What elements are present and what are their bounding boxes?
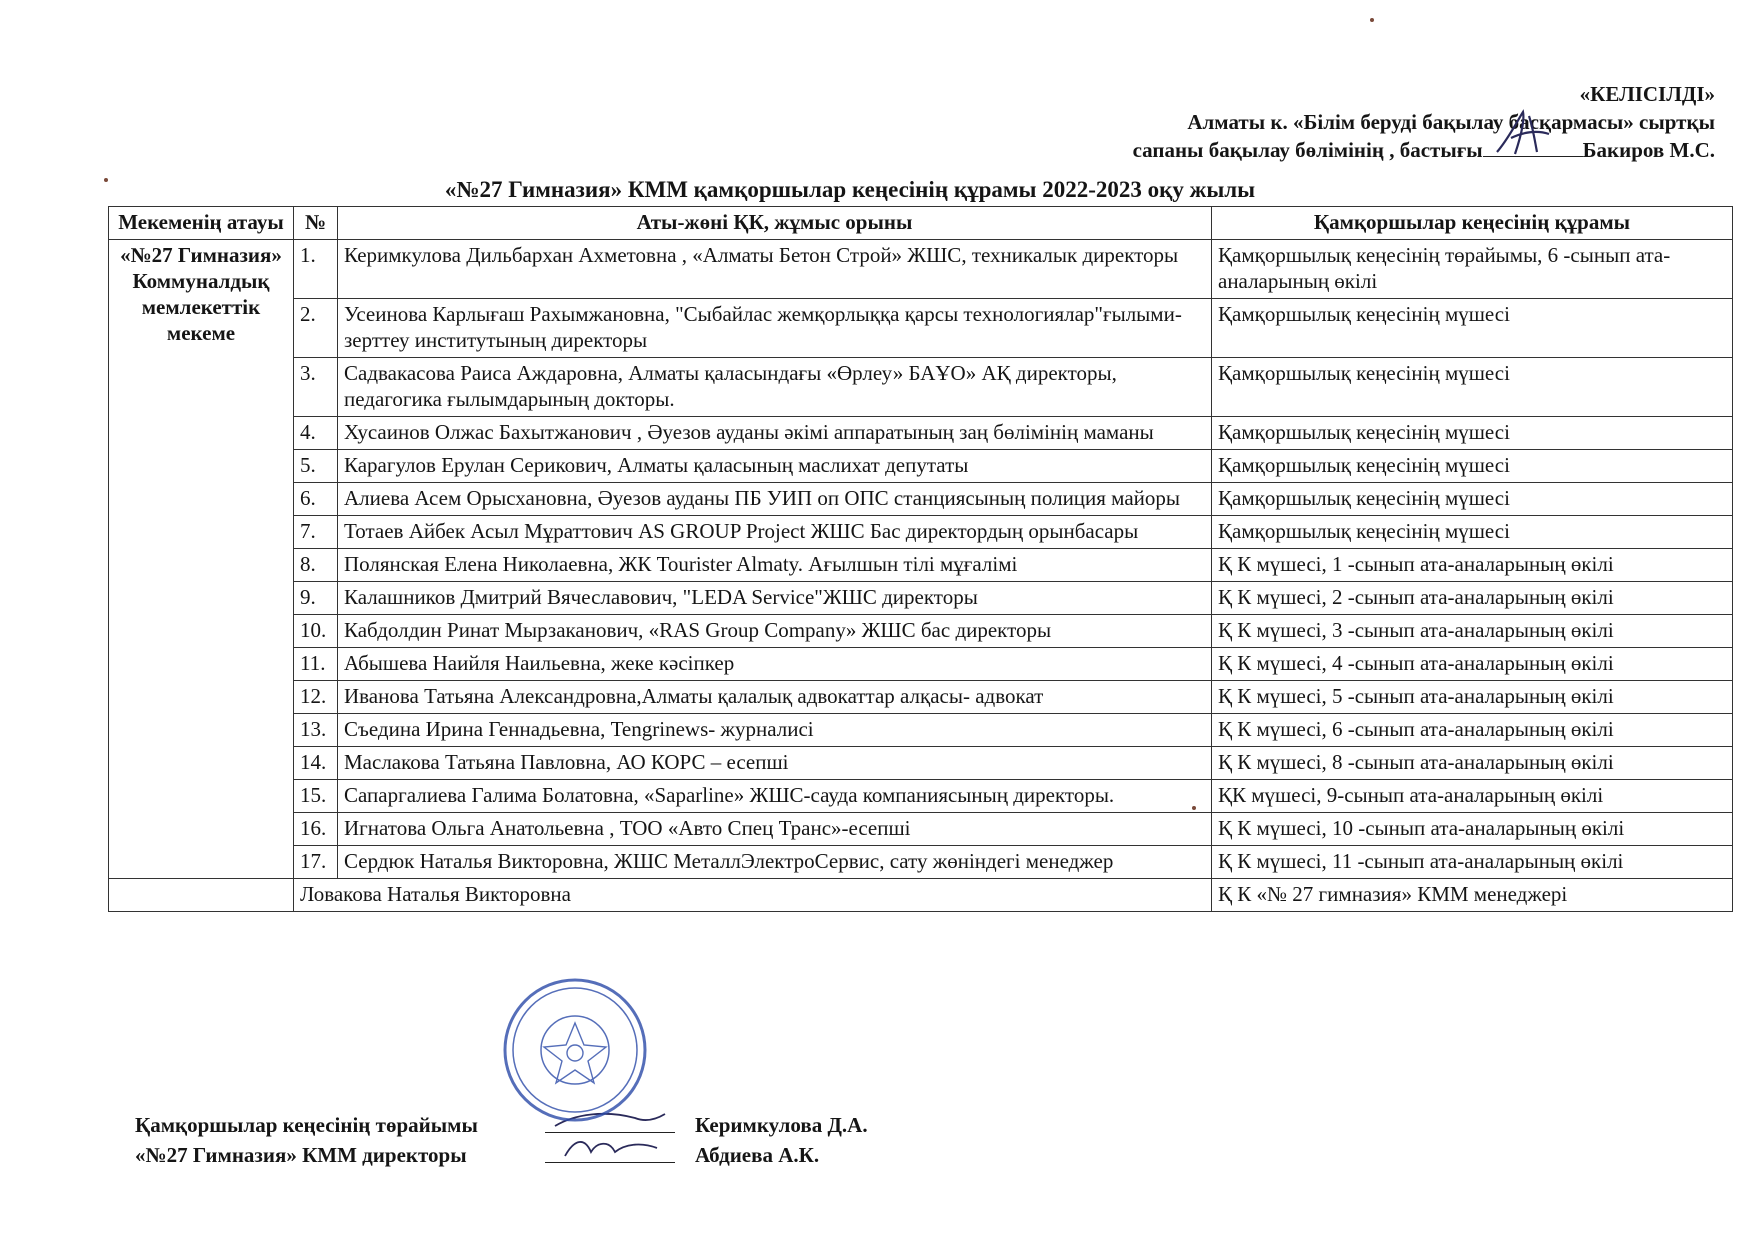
scan-speck — [104, 178, 108, 182]
row-number: 3. — [294, 358, 338, 417]
scan-speck — [1192, 806, 1196, 810]
table-header-row — [109, 207, 1733, 240]
member-name: Абышева Наийля Наильевна, жеке кәсіпкер — [338, 648, 1212, 681]
table-row — [109, 450, 1733, 483]
director-signature-row — [135, 1140, 868, 1170]
row-number: 9. — [294, 582, 338, 615]
row-number: 12. — [294, 681, 338, 714]
table-row — [109, 358, 1733, 417]
member-name: Игнатова Ольга Анатольевна , ТОО «Авто Спец Транс»-есепші — [338, 813, 1212, 846]
member-role: Қ К мүшесі, 3 -сынып ата-аналарының өкілі — [1212, 615, 1733, 648]
member-role: ҚК мүшесі, 9-сынып ата-аналарының өкілі — [1212, 780, 1733, 813]
row-number: 10. — [294, 615, 338, 648]
chair-label: Қамқоршылар кеңесінің төрайымы — [135, 1113, 478, 1137]
table-row — [109, 417, 1733, 450]
member-role: Қ К мүшесі, 6 -сынып ата-аналарының өкілі — [1212, 714, 1733, 747]
member-name: Кабдолдин Ринат Мырзаканович, «RAS Group Company» ЖШС бас директоры — [338, 615, 1212, 648]
header-org: Мекеменің атауы — [109, 207, 294, 240]
row-number: 6. — [294, 483, 338, 516]
member-name: Сердюк Наталья Викторовна, ЖШС МеталлЭлектроСервис, сату жөніндегі менеджер — [338, 846, 1212, 879]
member-role: Қ К мүшесі, 1 -сынып ата-аналарының өкілі — [1212, 549, 1733, 582]
member-role: Қ К мүшесі, 11 -сынып ата-аналарының өкілі — [1212, 846, 1733, 879]
approval-line-1: Алматы к. «Білім беруді бақылау басқармасы» сыртқы — [1187, 110, 1715, 134]
row-number: 5. — [294, 450, 338, 483]
approval-line-2 — [1133, 136, 1715, 164]
member-name: Маслакова Татьяна Павловна, АО КОРС – есепші — [338, 747, 1212, 780]
approval-signature-line — [1483, 138, 1583, 157]
row-number: 15. — [294, 780, 338, 813]
signature-icon — [1489, 108, 1569, 158]
official-seal-icon — [500, 975, 650, 1125]
chair-name: Керимкулова Д.А. — [695, 1113, 868, 1137]
member-name: Полянская Елена Николаевна, ЖК Tourister Almaty. Ағылшын тілі мұғалімі — [338, 549, 1212, 582]
table-row — [109, 549, 1733, 582]
member-name: Алиева Асем Орысхановна, Әуезов ауданы ПБ УИП оп ОПС станциясының полиция майоры — [338, 483, 1212, 516]
manager-row — [109, 879, 1733, 912]
member-role: Қамқоршылық кеңесінің мүшесі — [1212, 516, 1733, 549]
member-role: Қамқоршылық кеңесінің төрайымы, 6 -сынып ата-аналарының өкілі — [1212, 240, 1733, 299]
row-number: 2. — [294, 299, 338, 358]
member-role: Қамқоршылық кеңесінің мүшесі — [1212, 358, 1733, 417]
table-row — [109, 299, 1733, 358]
table-body — [109, 240, 1733, 912]
empty-cell — [109, 879, 294, 912]
table-row — [109, 846, 1733, 879]
manager-name: Ловакова Наталья Викторовна — [294, 879, 1212, 912]
header-role: Қамқоршылар кеңесінің құрамы — [1212, 207, 1733, 240]
member-role: Қамқоршылық кеңесінің мүшесі — [1212, 450, 1733, 483]
table-row — [109, 681, 1733, 714]
scan-speck — [1370, 18, 1374, 22]
row-number: 16. — [294, 813, 338, 846]
row-number: 14. — [294, 747, 338, 780]
table-row — [109, 780, 1733, 813]
row-number: 17. — [294, 846, 338, 879]
director-signature-line — [545, 1140, 675, 1163]
member-name: Сапаргалиева Галима Болатовна, «Saparline» ЖШС-сауда компаниясының директоры. — [338, 780, 1212, 813]
row-number: 13. — [294, 714, 338, 747]
approval-name: Бакиров М.С. — [1582, 138, 1715, 162]
table-row — [109, 516, 1733, 549]
approval-block — [1133, 80, 1715, 164]
row-number: 7. — [294, 516, 338, 549]
member-role: Қамқоршылық кеңесінің мүшесі — [1212, 299, 1733, 358]
member-role: Қ К мүшесі, 8 -сынып ата-аналарының өкілі — [1212, 747, 1733, 780]
approval-heading: «КЕЛІСІЛДІ» — [1579, 82, 1715, 106]
member-name: Садвакасова Раиса Аждаровна, Алматы қаласындағы «Өрлеу» БАҰО» АҚ директоры, педагогика ғылымдарының докторы. — [338, 358, 1212, 417]
member-role: Қ К мүшесі, 10 -сынып ата-аналарының өкілі — [1212, 813, 1733, 846]
org-name-cell: «№27 Гимназия» Коммуналдық мемлекеттік мекеме — [109, 240, 294, 879]
council-table — [108, 206, 1733, 912]
director-label: «№27 Гимназия» КММ директоры — [135, 1143, 467, 1167]
member-role: Қ К мүшесі, 5 -сынып ата-аналарының өкілі — [1212, 681, 1733, 714]
member-role: Қамқоршылық кеңесінің мүшесі — [1212, 483, 1733, 516]
member-name: Иванова Татьяна Александровна,Алматы қалалық адвокаттар алқасы- адвокат — [338, 681, 1212, 714]
document-title: «№27 Гимназия» КММ қамқоршылар кеңесінің құрамы 2022-2023 оқу жылы — [444, 177, 1256, 202]
approval-position: сапаны бақылау бөлімінің , бастығы — [1132, 138, 1483, 162]
table-row — [109, 615, 1733, 648]
table-row — [109, 714, 1733, 747]
member-role: Қ К мүшесі, 4 -сынып ата-аналарының өкілі — [1212, 648, 1733, 681]
member-name: Тотаев Айбек Асыл Мұраттович AS GROUP Project ЖШС Бас директордың орынбасары — [338, 516, 1212, 549]
manager-role: Қ К «№ 27 гимназия» КММ менеджері — [1212, 879, 1733, 912]
table-row — [109, 240, 1733, 299]
table-row — [109, 747, 1733, 780]
row-number: 4. — [294, 417, 338, 450]
member-role: Қамқоршылық кеңесінің мүшесі — [1212, 417, 1733, 450]
row-number: 11. — [294, 648, 338, 681]
signature-icon — [545, 1134, 675, 1160]
header-name: Аты-жөні ҚК, жұмыс орыны — [338, 207, 1212, 240]
member-name: Керимкулова Дильбархан Ахметовна , «Алматы Бетон Строй» ЖШС, техникалык директоры — [338, 240, 1212, 299]
table-row — [109, 582, 1733, 615]
member-role: Қ К мүшесі, 2 -сынып ата-аналарының өкілі — [1212, 582, 1733, 615]
table-row — [109, 648, 1733, 681]
row-number: 8. — [294, 549, 338, 582]
member-name: Съедина Ирина Геннадьевна, Tengrinews- журналисі — [338, 714, 1212, 747]
member-name: Калашников Дмитрий Вячеславович, "LEDA Service"ЖШС директоры — [338, 582, 1212, 615]
member-name: Усеинова Карлығаш Рахымжановна, "Сыбайлас жемқорлыққа қарсы технологиялар"ғылыми-зерттеу институтының директоры — [338, 299, 1212, 358]
table-row — [109, 813, 1733, 846]
member-name: Хусаинов Олжас Бахытжанович , Әуезов ауданы әкімі аппаратының заң бөлімінің маманы — [338, 417, 1212, 450]
row-number: 1. — [294, 240, 338, 299]
member-name: Карагулов Ерулан Серикович, Алматы қаласының маслихат депутаты — [338, 450, 1212, 483]
director-name: Абдиева А.К. — [695, 1143, 820, 1167]
table-row — [109, 483, 1733, 516]
header-num: № — [294, 207, 338, 240]
